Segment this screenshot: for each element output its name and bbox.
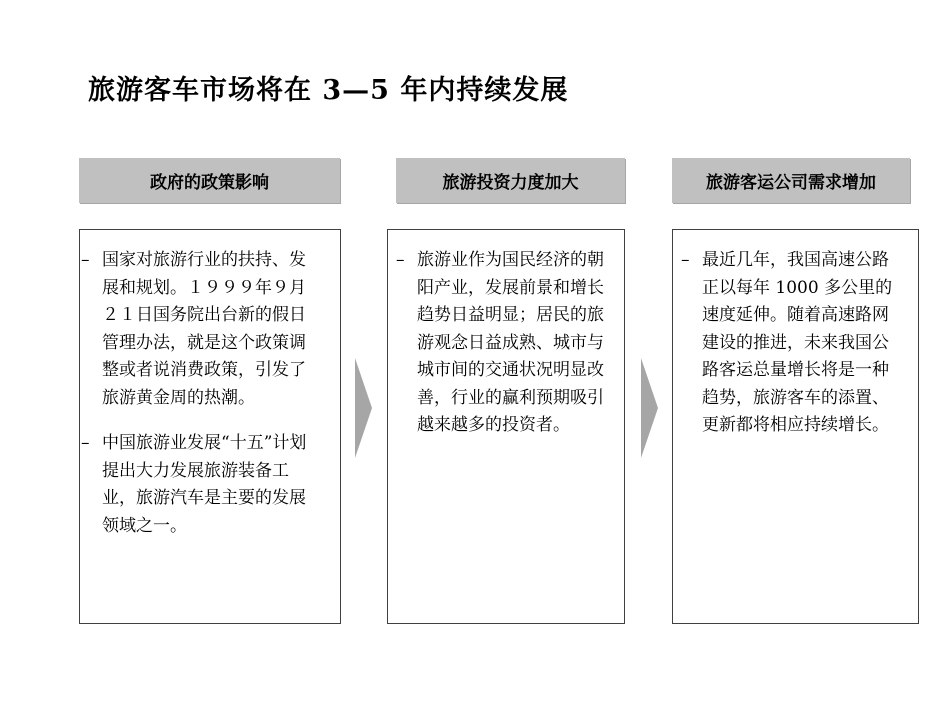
- bullet-text: 国家对旅游行业的扶持、发展和规划。１９９９年９月２１日国务院出台新的假日管理办法，就是这个政策调整或者说消费政策，引发了旅游黄金周的热潮。: [102, 250, 306, 408]
- bullet-dash: –: [681, 250, 690, 270]
- chevron-right-arrow-icon: [641, 358, 659, 458]
- bullet-dash: –: [396, 250, 405, 270]
- chevron-right-arrow-icon: [355, 358, 373, 458]
- header-tour-bus-demand: 旅游客运公司需求增加: [672, 158, 910, 203]
- slide-title: 旅游客车市场将在 3—5 年内持续发展: [88, 75, 569, 106]
- box-government-policy: [79, 229, 341, 624]
- list-item: [81, 430, 312, 540]
- bullet-text: 中国旅游业发展“十五”计划提出大力发展旅游装备工业，旅游汽车是主要的发展领域之一。: [102, 433, 307, 536]
- header-government-policy: 政府的政策影响: [79, 158, 340, 203]
- bullet-list-government-policy: [81, 247, 312, 558]
- list-item: [681, 247, 903, 440]
- bullet-list-tour-bus-demand: [681, 247, 903, 458]
- list-item: [81, 247, 312, 412]
- bullet-text: 最近几年，我国高速公路正以每年 1000 多公里的速度延伸。随着高速路网建设的推进，未来我国公路客运总量增长将是一种趋势，旅游客车的添置、更新都将相应持续增长。: [702, 250, 893, 435]
- header-tourism-investment: 旅游投资力度加大: [396, 158, 625, 203]
- list-item: [396, 247, 608, 440]
- box-tour-bus-demand: [672, 229, 919, 624]
- box-tourism-investment: [387, 229, 625, 624]
- bullet-dash: –: [81, 250, 90, 270]
- bullet-dash: –: [81, 433, 90, 453]
- bullet-list-tourism-investment: [396, 247, 608, 458]
- bullet-text: 旅游业作为国民经济的朝阳产业，发展前景和增长趋势日益明显；居民的旅游观念日益成熟、城市与城市间的交通状况明显改善，行业的赢利预期吸引越来越多的投资者。: [417, 250, 604, 435]
